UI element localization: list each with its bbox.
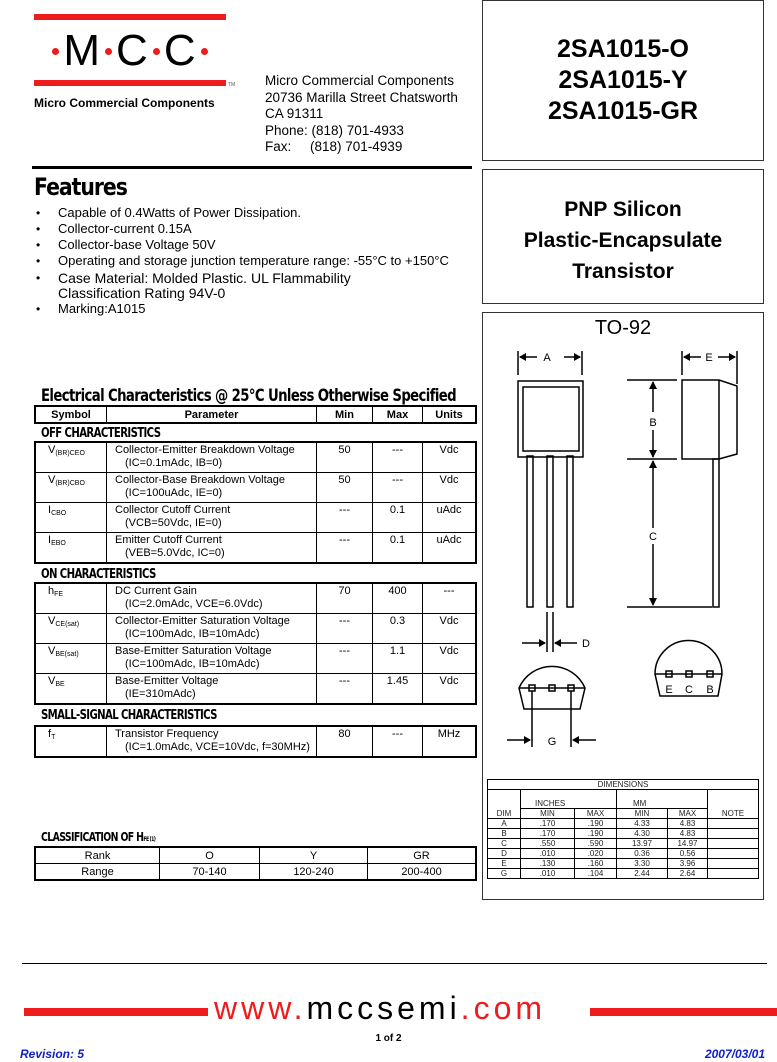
dim-label-b: B (649, 417, 657, 429)
units: uAdc (423, 533, 476, 563)
dim-note (708, 849, 759, 859)
col-in-min: MIN (521, 809, 575, 819)
company-name: Micro Commercial Components (34, 96, 215, 110)
feature-item: • Operating and storage junction temperature range: -55°C to +150°C (36, 253, 449, 269)
dim-in-max: .160 (575, 859, 617, 869)
logo-letter: C (116, 26, 149, 75)
fax: Fax: (818) 701-4939 (265, 139, 403, 154)
max-value: 0.1 (373, 533, 423, 563)
dim-note (708, 839, 759, 849)
characteristic-row (36, 727, 476, 757)
website-link[interactable] (214, 990, 546, 1027)
description-box (482, 169, 764, 304)
max-value: --- (373, 727, 423, 757)
dimensions-table (487, 779, 759, 879)
parameter-name: DC Current Gain (115, 585, 197, 597)
dim-mm-max: 2.64 (668, 869, 708, 879)
logo-letter: C (163, 26, 197, 75)
symbol-main: h (48, 585, 55, 597)
rank-o: O (160, 848, 260, 864)
symbol-sub: BE(sat) (55, 651, 79, 658)
feature-item: • Case Material: Molded Plastic. UL Flammability Classification Rating 94V-0 (36, 271, 388, 301)
small-signal-table (35, 726, 476, 757)
symbol-sub: (BR)CBO (55, 480, 85, 487)
min-value: 50 (317, 443, 373, 473)
parameter-condition: (IC=100mAdc, IB=10mAdc) (125, 658, 260, 670)
section-title-off: OFF CHARACTERISTICS (41, 426, 161, 441)
group-inches: INCHES (521, 790, 617, 809)
classification-title-text: CLASSIFICATION OF H (41, 830, 144, 844)
symbol (36, 473, 107, 503)
symbol-main: V (48, 474, 56, 486)
min-value: --- (317, 503, 373, 533)
web-main: mccsemi (306, 990, 461, 1026)
rank-y: Y (260, 848, 368, 864)
symbol-main: V (48, 645, 56, 657)
dim-mm-max: 0.56 (668, 849, 708, 859)
max-value: 0.3 (373, 614, 423, 644)
section-title-on: ON CHARACTERISTICS (41, 567, 156, 582)
dim-mm-min: 13.97 (617, 839, 668, 849)
lead-right (567, 456, 573, 607)
symbol (36, 644, 107, 674)
parameter-condition: (VEB=5.0Vdc, IC=0) (125, 547, 225, 559)
parameter (107, 473, 317, 503)
symbol-sub: (BR)CEO (55, 450, 85, 457)
range-label: Range (36, 864, 160, 880)
parameter-name: Collector-Emitter Breakdown Voltage (115, 444, 295, 456)
units: Vdc (423, 674, 476, 704)
address-line: Micro Commercial Components (265, 73, 455, 88)
max-value: 1.45 (373, 674, 423, 704)
symbol-sub: FE (54, 591, 64, 598)
parameter (107, 503, 317, 533)
dim-dim: B (488, 829, 521, 839)
units: uAdc (423, 503, 476, 533)
parameter-name: Base-Emitter Voltage (115, 675, 219, 687)
logo-bar-top (34, 14, 226, 20)
part-number: 2SA1015-O (556, 35, 690, 63)
parameter (107, 443, 317, 473)
symbol-main: V (48, 615, 56, 627)
col-parameter: Parameter (107, 407, 317, 423)
range-y: 120-240 (260, 864, 368, 880)
logo-letter: M (63, 26, 102, 75)
dim-note (708, 859, 759, 869)
footer-red-line-right (590, 1008, 777, 1016)
trademark: TM (228, 82, 236, 88)
col-dim: DIM (488, 809, 521, 819)
dim-in-min: .130 (521, 859, 575, 869)
description-line: Transistor (572, 260, 674, 283)
dim-in-max: .590 (575, 839, 617, 849)
min-value: --- (317, 614, 373, 644)
dim-note (708, 869, 759, 879)
col-in-max: MAX (575, 809, 617, 819)
dim-label-d: D (582, 638, 590, 650)
dim-dim: C (488, 839, 521, 849)
characteristic-row (36, 443, 476, 473)
parameter (107, 614, 317, 644)
phone: Phone: (818) 701-4933 (265, 122, 404, 138)
col-min: Min (317, 407, 373, 423)
dim-mm-min: 3.30 (617, 859, 668, 869)
rank-gr: GR (368, 848, 476, 864)
symbol-main: f (48, 728, 52, 740)
dim-label-a: A (543, 352, 551, 364)
package-drawing (482, 312, 764, 782)
units: Vdc (423, 644, 476, 674)
symbol (36, 443, 107, 473)
parameter-condition: (IC=1.0mAdc, VCE=10Vdc, f=30MHz) (125, 741, 310, 753)
dim-mm-max: 4.83 (668, 819, 708, 829)
parameter (107, 727, 317, 757)
max-value: --- (373, 443, 423, 473)
dim-label-g: G (547, 736, 557, 748)
symbol (36, 674, 107, 704)
characteristic-row (36, 584, 476, 614)
lead-middle (547, 456, 553, 607)
dim-label-e: E (705, 352, 713, 364)
symbol (36, 727, 107, 757)
dim-dim: G (488, 869, 521, 879)
dim-mm-max: 4.83 (668, 829, 708, 839)
logo-bar-bottom (34, 80, 226, 86)
units: Vdc (423, 473, 476, 503)
symbol-sub: BE (55, 681, 65, 688)
characteristic-row (36, 614, 476, 644)
web-suffix: .com (460, 990, 547, 1026)
part-number: 2SA1015-Y (558, 66, 688, 94)
dim-dim: E (488, 859, 521, 869)
col-mm-max: MAX (668, 809, 708, 819)
symbol-main: I (48, 534, 52, 546)
col-symbol: Symbol (36, 407, 107, 423)
mcc-logo (34, 26, 226, 76)
feature-item: • Collector-base Voltage 50V (36, 237, 449, 253)
dim-dim: D (488, 849, 521, 859)
col-note: NOTE (708, 809, 759, 819)
revision-date: 2007/03/01 (704, 1047, 765, 1061)
part-number-box (482, 0, 764, 161)
section-title-small-signal: SMALL-SIGNAL CHARACTERISTICS (41, 708, 217, 723)
symbol (36, 584, 107, 614)
dimension-row (488, 849, 759, 859)
footer-divider (22, 963, 767, 964)
min-value: 80 (317, 727, 373, 757)
web-prefix: www. (214, 990, 307, 1026)
dim-mm-min: 4.33 (617, 819, 668, 829)
dim-mm-min: 2.44 (617, 869, 668, 879)
units: MHz (423, 727, 476, 757)
symbol (36, 614, 107, 644)
parameter (107, 533, 317, 563)
dim-in-min: .010 (521, 869, 575, 879)
parameter-condition: (IE=310mAdc) (125, 688, 196, 700)
footer-red-line-left (24, 1008, 208, 1016)
electrical-header-table (35, 406, 476, 423)
symbol (36, 533, 107, 563)
dim-note (708, 829, 759, 839)
classification-table (35, 847, 476, 880)
min-value: --- (317, 644, 373, 674)
min-value: --- (317, 674, 373, 704)
side-body (682, 380, 737, 459)
header-divider (32, 166, 472, 169)
col-mm-min: MIN (617, 809, 668, 819)
parameter-name: Collector-Base Breakdown Voltage (115, 474, 285, 486)
dim-in-max: .190 (575, 819, 617, 829)
parameter-name: Base-Emitter Saturation Voltage (115, 645, 272, 657)
feature-item: • Marking:A1015 (36, 301, 449, 317)
parameter (107, 644, 317, 674)
min-value: --- (317, 533, 373, 563)
features-title: Features (34, 173, 127, 201)
description-line: Plastic-Encapsulate (523, 229, 723, 252)
address-line: 20736 Marilla Street Chatsworth (265, 89, 458, 105)
dim-mm-max: 3.96 (668, 859, 708, 869)
max-value: 1.1 (373, 644, 423, 674)
symbol-sub: EBO (51, 540, 66, 547)
dimension-row (488, 839, 759, 849)
front-body-inner (523, 387, 579, 451)
dim-in-min: .010 (521, 849, 575, 859)
rank-label: Rank (36, 848, 160, 864)
col-max: Max (373, 407, 423, 423)
dim-in-max: .190 (575, 829, 617, 839)
classification-title (41, 830, 155, 844)
dim-note (708, 819, 759, 829)
classification-title-sub: FE (1) (143, 836, 156, 843)
feature-item: • Collector-current 0.15A (36, 221, 449, 237)
pin-label-e: E (665, 684, 673, 696)
lead-left (527, 456, 533, 607)
dim-mm-max: 14.97 (668, 839, 708, 849)
symbol-main: I (48, 504, 52, 516)
dim-in-max: .104 (575, 869, 617, 879)
symbol-sub: T (51, 734, 56, 741)
electrical-title: Electrical Characteristics @ 25°C Unless Otherwise Specified (41, 386, 457, 406)
dimension-row (488, 819, 759, 829)
min-value: 50 (317, 473, 373, 503)
features-list (36, 205, 449, 317)
dim-in-max: .020 (575, 849, 617, 859)
description-line: PNP Silicon (564, 198, 682, 221)
dim-in-min: .550 (521, 839, 575, 849)
max-value: 400 (373, 584, 423, 614)
parameter (107, 674, 317, 704)
part-number: 2SA1015-GR (547, 97, 699, 125)
units: --- (423, 584, 476, 614)
dim-mm-min: 0.36 (617, 849, 668, 859)
symbol-sub: CBO (51, 510, 67, 517)
col-units: Units (423, 407, 476, 423)
dimension-row (488, 869, 759, 879)
symbol-sub: CE(sat) (55, 621, 80, 628)
feature-item: • Capable of 0.4Watts of Power Dissipation. (36, 205, 449, 221)
range-o: 70-140 (160, 864, 260, 880)
units: Vdc (423, 614, 476, 644)
symbol-main: V (48, 675, 56, 687)
parameter-condition: (IC=100mAdc, IB=10mAdc) (125, 628, 260, 640)
company-address (265, 73, 458, 156)
page-number: 1 of 2 (375, 1033, 402, 1044)
symbol (36, 503, 107, 533)
parameter-name: Transistor Frequency (115, 728, 219, 740)
dimensions-title: DIMENSIONS (488, 780, 759, 790)
address-line: CA 91311 (265, 106, 324, 121)
parameter-name: Collector-Emitter Saturation Voltage (115, 615, 290, 627)
parameter-condition: (VCB=50Vdc, IE=0) (125, 517, 222, 529)
characteristic-row (36, 503, 476, 533)
parameter-name: Collector Cutoff Current (115, 504, 231, 516)
dim-in-min: .170 (521, 819, 575, 829)
off-characteristics-table (35, 442, 476, 563)
on-characteristics-table (35, 583, 476, 704)
package-name: TO-92 (594, 317, 652, 339)
pin-label-c: C (685, 684, 693, 696)
characteristic-row (36, 674, 476, 704)
dim-mm-min: 4.30 (617, 829, 668, 839)
parameter-condition: (IC=2.0mAdc, VCE=6.0Vdc) (125, 598, 263, 610)
parameter (107, 584, 317, 614)
max-value: --- (373, 473, 423, 503)
group-mm: MM (617, 790, 708, 809)
characteristic-row (36, 644, 476, 674)
parameter-condition: (IC=0.1mAdc, IB=0) (125, 457, 223, 469)
symbol-main: V (48, 444, 56, 456)
revision: Revision: 5 (20, 1047, 85, 1061)
side-lead (713, 459, 719, 607)
pin-label-b: B (706, 684, 714, 696)
characteristic-row (36, 473, 476, 503)
min-value: 70 (317, 584, 373, 614)
dim-label-c: C (649, 531, 657, 543)
parameter-condition: (IC=100uAdc, IE=0) (125, 487, 223, 499)
range-gr: 200-400 (368, 864, 476, 880)
dimension-row (488, 829, 759, 839)
units: Vdc (423, 443, 476, 473)
max-value: 0.1 (373, 503, 423, 533)
dim-in-min: .170 (521, 829, 575, 839)
characteristic-row (36, 533, 476, 563)
parameter-name: Emitter Cutoff Current (115, 534, 222, 546)
dimension-row (488, 859, 759, 869)
dim-dim: A (488, 819, 521, 829)
front-body-outer (518, 381, 583, 457)
